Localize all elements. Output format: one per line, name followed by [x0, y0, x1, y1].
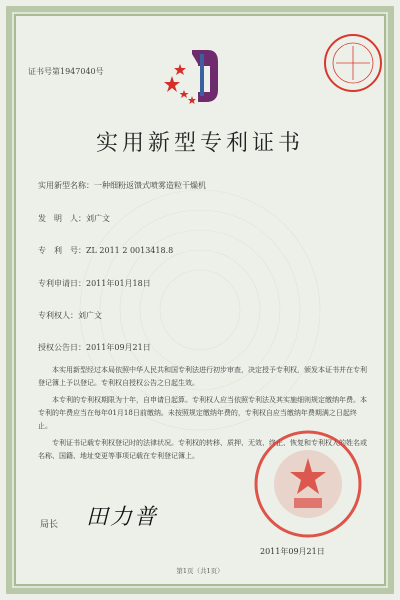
- field-holder-value: 刘广文: [78, 311, 102, 320]
- notice-paragraph: 本实用新型经过本局依照中华人民共和国专利法进行初步审查，决定授予专利权，颁发本证书并在专利登记簿上予以登记。专利权自授权公告之日起生效。: [38, 366, 367, 387]
- certificate-title: 实用新型专利证书: [95, 131, 304, 156]
- field-holder-label: 专利权人：: [38, 311, 78, 320]
- field-inventor-value: 刘广文: [86, 214, 110, 223]
- notice-paragraph: 本专利的专利权期限为十年，自申请日起算。专利权人应当依照专利法及其实施细则规定缴纳年费。本专利的年费应当在每年01月18日前缴纳。未按照规定缴纳年费的，专利权自应当缴纳年费期满之日起终止。: [38, 396, 367, 430]
- director-title: 局长: [40, 520, 59, 530]
- field-grant-date-label: 授权公告日：: [38, 343, 86, 352]
- field-name-label: 实用新型名称：: [38, 181, 94, 190]
- official-seal-icon: [252, 428, 364, 540]
- director-signature: 田力普: [86, 505, 159, 530]
- field-grant-date-value: 2011年09月21日: [86, 343, 151, 352]
- field-patent-no-value: ZL 2011 2 0013418.8: [86, 246, 174, 255]
- field-name-value: 一种细粉返馈式喷雾造粒干燥机: [94, 181, 206, 190]
- certificate-number: 证书号第1947040号: [28, 67, 104, 76]
- field-name: [38, 180, 206, 191]
- notice-paragraph: 专利证书记载专利权登记时的法律状况。专利权的转移、质押、无效、终止、恢复和专利权人的姓名或名称、国籍、地址变更等事项记载在专利登记簿上。: [38, 439, 367, 460]
- corner-stamp-icon: [322, 32, 384, 94]
- field-patent-no-label: 专 利 号：: [38, 246, 86, 255]
- seal-date: 2011年09月21日: [260, 547, 325, 556]
- field-apply-date-label: 专利申请日：: [38, 279, 86, 288]
- page-footer: 第1页（共1页）: [176, 567, 224, 575]
- patent-office-logo-icon: [162, 46, 222, 108]
- field-holder: [38, 310, 102, 321]
- field-inventor: [38, 213, 110, 224]
- field-apply-date-value: 2011年01月18日: [86, 279, 151, 288]
- field-patent-no: [38, 245, 173, 256]
- field-apply-date: [38, 278, 151, 289]
- field-grant-date: [38, 342, 151, 353]
- field-inventor-label: 发 明 人：: [38, 214, 86, 223]
